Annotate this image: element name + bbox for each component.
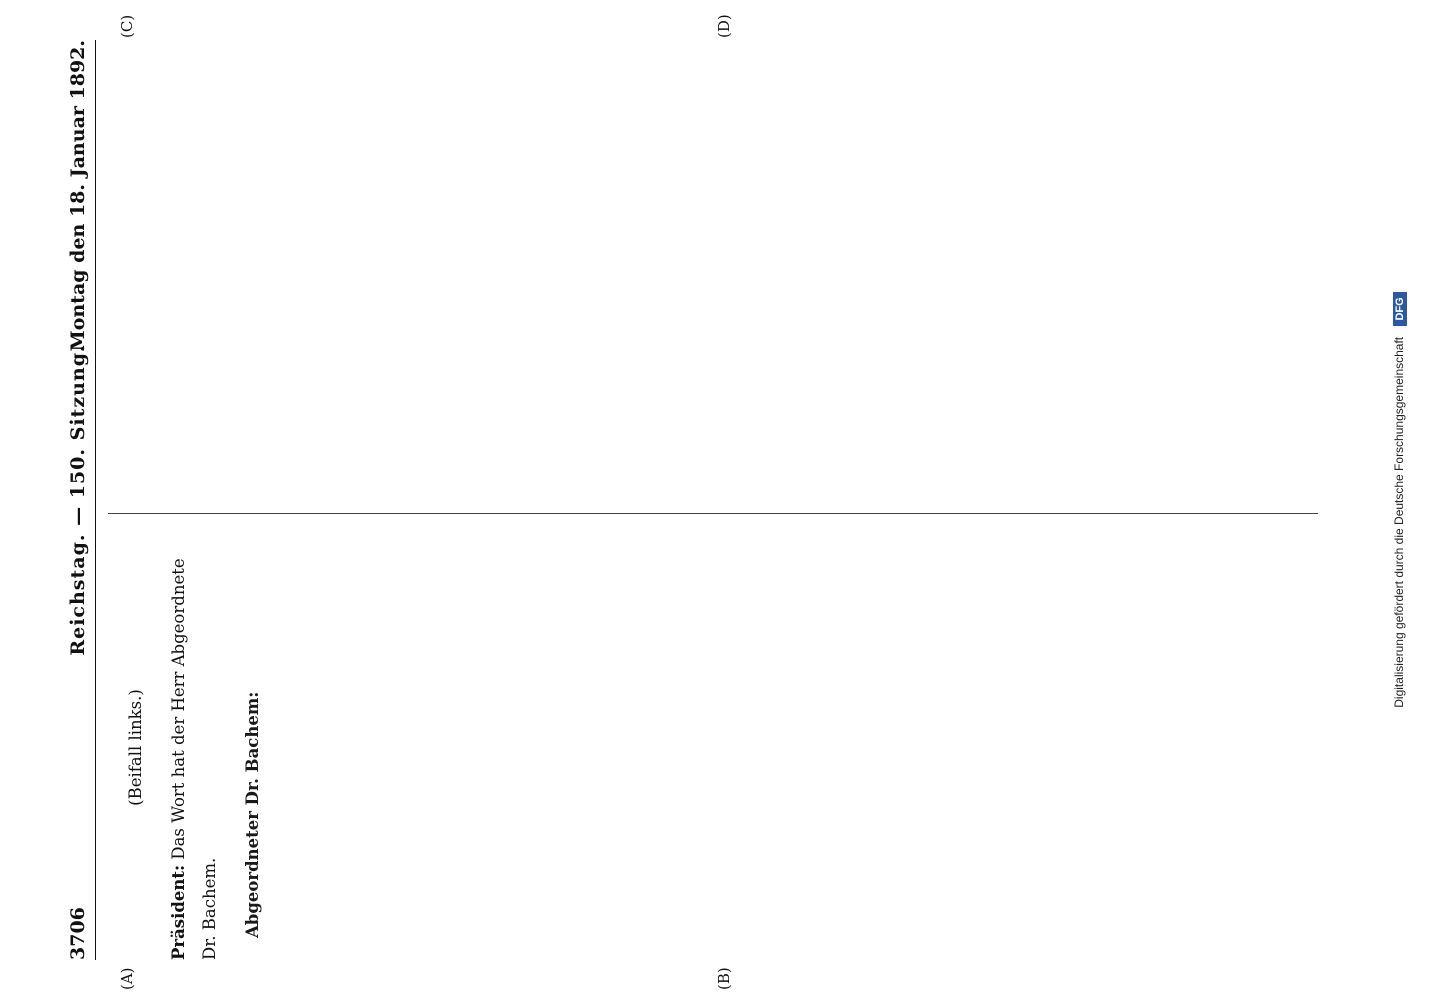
applause-note: (Beifall links.) [126,689,145,806]
speech-paragraph [237,535,268,960]
dfg-logo: DFG [1393,292,1407,325]
column-divider [108,513,1318,514]
left-column [108,535,1318,960]
president-text: Das Wort hat der Herr Abgeordnete Dr. Bachem. [169,558,219,960]
margin-marker-b: (B) [715,967,733,990]
president-statement [163,535,225,960]
right-column [108,40,1318,465]
margin-marker-d: (D) [715,14,733,38]
president-role: Präsident: [169,864,188,960]
running-header [55,40,96,960]
margin-marker-c: (C) [118,14,136,38]
speaker-name: Abgeordneter Dr. Bachem: [243,691,262,938]
session-date: Montag den 18. Januar 1892. [67,40,89,352]
page-number: 3706 [67,907,89,960]
credit-text: Digitalisierung gefördert durch die Deutsche Forschungsgemeinschaft [1392,336,1406,708]
digitization-credit [1392,40,1407,960]
session-title: Reichstag. — 150. Sitzung. [67,344,89,656]
margin-marker-a: (A) [118,967,136,990]
